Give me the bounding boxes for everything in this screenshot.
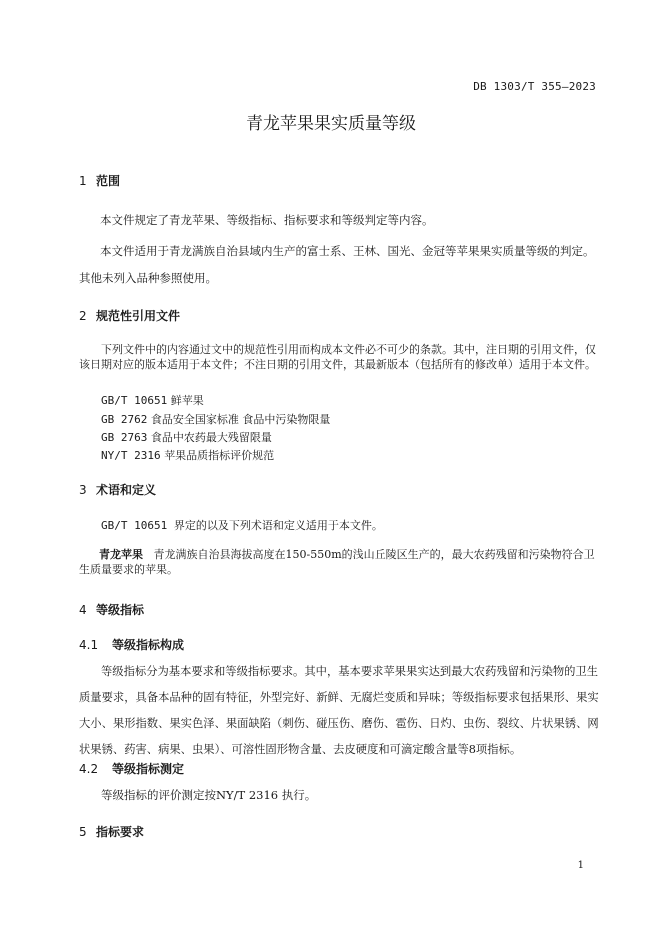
reference-item bbox=[101, 429, 272, 445]
reference-name: 食品中农药最大残留限量 bbox=[150, 431, 272, 444]
standard-number: DB 1303/T 355—2023 bbox=[473, 80, 596, 93]
section-title: 等级指标构成 bbox=[112, 638, 185, 652]
section-number: 4.2 bbox=[79, 762, 99, 776]
grade-index-composition-text: 等级指标分为基本要求和等级指标要求。其中，基本要求苹果果实达到最大农药残留和污染物的卫生质量要求，具备本品种的固有特征，外型完好、新鲜、无腐烂变质和异味；等级指标要求包括果形、果实大小、果形指数、果实色泽、果面缺陷（刺伤、碰压伤、磨伤、雹伤、日灼、虫伤、裂纹、片状果锈、网状果锈、药害、病果、虫果）、可溶性固形物含量、去皮硬度和可滴定酸含量等8项指标。 bbox=[79, 665, 599, 756]
document-title: 青龙苹果果实质量等级 bbox=[246, 114, 416, 134]
section-number: 3 bbox=[79, 483, 87, 497]
term-definition: 青龙满族自治县海拔高度在150-550m的浅山丘陵区生产的，最大农药残留和污染物符合卫生质量要求的苹果。 bbox=[79, 548, 595, 576]
section-3-heading bbox=[79, 481, 156, 498]
term-name: 青龙苹果 bbox=[99, 548, 143, 561]
section-title: 术语和定义 bbox=[96, 483, 157, 497]
section-4-2-heading bbox=[79, 760, 184, 777]
terms-intro: GB/T 10651 界定的以及下列术语和定义适用于本文件。 bbox=[101, 519, 383, 532]
section-5-heading bbox=[79, 823, 144, 840]
section-number: 4 bbox=[79, 603, 87, 617]
section-number: 1 bbox=[79, 174, 87, 188]
reference-name: 食品安全国家标准 食品中污染物限量 bbox=[150, 413, 331, 426]
section-title: 指标要求 bbox=[96, 825, 145, 839]
section-title: 规范性引用文件 bbox=[96, 309, 181, 323]
reference-item bbox=[101, 447, 274, 463]
section-title: 等级指标 bbox=[96, 603, 145, 617]
scope-paragraph-2-continued: 其他未列入品种参照使用。 bbox=[79, 271, 217, 285]
scope-paragraph-1: 本文件规定了青龙苹果、等级指标、指标要求和等级判定等内容。 bbox=[100, 213, 434, 227]
section-4-heading bbox=[79, 601, 144, 618]
section-2-heading bbox=[79, 307, 180, 324]
reference-code: GB 2762 bbox=[101, 413, 148, 426]
reference-item bbox=[101, 411, 330, 427]
section-number: 2 bbox=[79, 309, 87, 323]
term-entry bbox=[79, 547, 599, 577]
reference-code: GB/T 10651 bbox=[101, 394, 168, 407]
normative-references-intro: 下列文件中的内容通过文中的规范性引用而构成本文件必不可少的条款。其中，注日期的引用文件，仅该日期对应的版本适用于本文件；不注日期的引用文件，其最新版本（包括所有的修改单）适用于本文件。 bbox=[79, 343, 596, 371]
reference-code: NY/T 2316 bbox=[101, 449, 161, 462]
section-1-heading bbox=[79, 172, 120, 189]
reference-item bbox=[101, 392, 204, 408]
reference-name: 苹果品质指标评价规范 bbox=[164, 449, 275, 462]
section-4-1-heading bbox=[79, 636, 184, 653]
section-title: 范围 bbox=[96, 174, 121, 188]
reference-name: 鲜苹果 bbox=[170, 394, 204, 407]
page-number: 1 bbox=[577, 860, 584, 871]
grade-index-measurement-text: 等级指标的评价测定按NY/T 2316 执行。 bbox=[101, 788, 317, 802]
section-number: 4.1 bbox=[79, 638, 99, 652]
scope-paragraph-2: 本文件适用于青龙满族自治县域内生产的富士系、王林、国光、金冠等苹果果实质量等级的判定。 bbox=[100, 244, 595, 258]
section-number: 5 bbox=[79, 825, 87, 839]
section-title: 等级指标测定 bbox=[112, 762, 185, 776]
reference-code: GB 2763 bbox=[101, 431, 148, 444]
